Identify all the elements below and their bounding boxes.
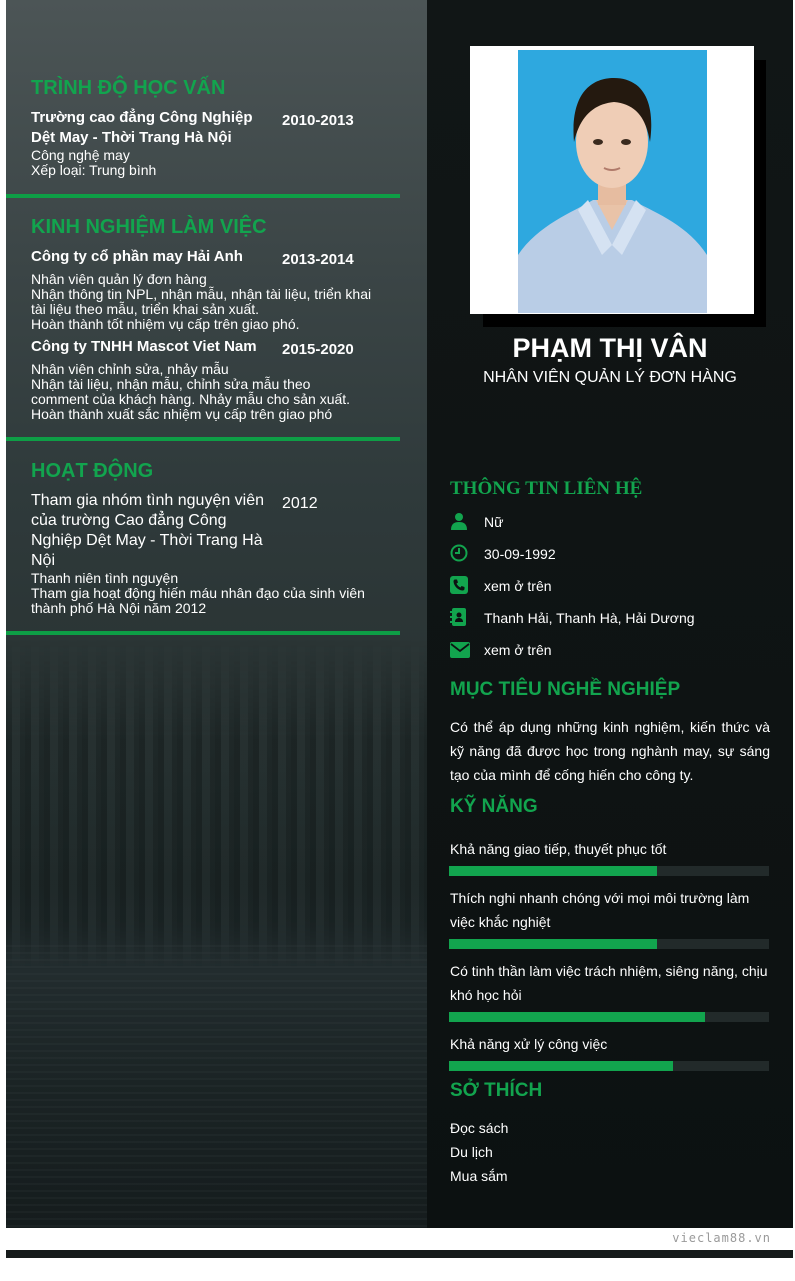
experience-title: KINH NGHIỆM LÀM VIỆC xyxy=(31,216,267,238)
skill-label: Thích nghi nhanh chóng với mọi môi trường làm việc khắc nghiệt xyxy=(450,890,750,930)
footer-bar xyxy=(6,1250,793,1258)
activity-detail: Tham gia hoạt động hiến máu nhân đạo của sinh viên xyxy=(31,585,365,601)
job-detail: Nhân viên quản lý đơn hàng xyxy=(31,271,207,287)
portrait-illustration xyxy=(518,50,707,313)
candidate-job-title: NHÂN VIÊN QUẢN LÝ ĐƠN HÀNG xyxy=(483,369,737,386)
activities-title: HOẠT ĐỘNG xyxy=(31,460,154,482)
skill-label: Có tinh thần làm việc trách nhiệm, siêng năng, chịu khó học hỏi xyxy=(450,963,768,1003)
job-years: 2013-2014 xyxy=(282,251,354,268)
education-grade: Xếp loại: Trung bình xyxy=(31,162,157,178)
education-years: 2010-2013 xyxy=(282,112,354,129)
phone-icon xyxy=(450,576,468,594)
hobby-item: Mua sắm xyxy=(450,1168,508,1184)
skill-bar xyxy=(449,939,769,949)
job-company: Công ty cổ phần may Hải Anh xyxy=(31,248,243,265)
skill-bar-fill xyxy=(449,866,657,876)
skill-bar xyxy=(449,866,769,876)
job-detail: Nhận tài liệu, nhận mẫu, chỉnh sửa mẫu theo xyxy=(31,376,311,392)
hobby-item: Đọc sách xyxy=(450,1120,509,1136)
hobby-item: Du lịch xyxy=(450,1144,493,1160)
profile-photo xyxy=(518,50,707,313)
section-divider xyxy=(6,631,400,635)
activity-year: 2012 xyxy=(282,495,318,512)
job-detail: Hoàn thành tốt nhiệm vụ cấp trên giao phó. xyxy=(31,316,300,332)
job-detail: tài liệu theo mẫu, triển khai sản xuất. xyxy=(31,301,260,317)
job-detail: Hoàn thành xuất sắc nhiệm vụ cấp trên giao phó xyxy=(31,406,333,422)
activity-detail: thành phố Hà Nội năm 2012 xyxy=(31,600,207,616)
skills-title: KỸ NĂNG xyxy=(450,796,538,817)
profile-photo-frame xyxy=(470,46,754,314)
contact-phone: xem ở trên xyxy=(484,578,552,594)
job-detail: Nhận thông tin NPL, nhận mẫu, nhận tài liệu, triển khai xyxy=(31,286,372,302)
objective-text: Có thể áp dụng những kinh nghiệm, kiến thức và kỹ năng đã được học trong nghành may, sự sáng tạo của mình để cống hiến cho công ty. xyxy=(450,719,770,783)
activity-detail: Thanh niên tình nguyện xyxy=(31,570,179,586)
skill-bar xyxy=(449,1061,769,1071)
contact-birthdate: 30-09-1992 xyxy=(484,546,556,562)
school-name-line2: Dệt May - Thời Trang Hà Nội xyxy=(31,129,232,146)
job-detail: Nhân viên chỉnh sửa, nhảy mẫu xyxy=(31,361,229,377)
hobbies-title: SỞ THÍCH xyxy=(450,1080,543,1101)
envelope-icon xyxy=(450,641,470,659)
contact-gender: Nữ xyxy=(484,514,504,530)
contact-email: xem ở trên xyxy=(484,642,552,658)
skill-bar xyxy=(449,1012,769,1022)
skill-label: Khả năng xử lý công việc xyxy=(450,1036,608,1052)
objective-title: MỤC TIÊU NGHỀ NGHIỆP xyxy=(450,679,681,700)
activity-description: Tham gia nhóm tình nguyện viên của trường Cao đẳng Công Nghiệp Dệt May - Thời Trang Hà Nội xyxy=(31,492,265,569)
contact-title: THÔNG TIN LIÊN HỆ xyxy=(450,478,643,499)
candidate-name: PHẠM THỊ VÂN xyxy=(512,333,708,363)
education-title: TRÌNH ĐỘ HỌC VẤN xyxy=(31,77,226,99)
address-book-icon xyxy=(450,608,468,626)
skill-bar-fill xyxy=(449,1061,673,1071)
section-divider xyxy=(6,194,400,198)
job-detail: comment của khách hàng. Nhảy mẫu cho sản xuất. xyxy=(31,391,351,407)
clock-icon xyxy=(450,544,468,562)
education-major: Công nghệ may xyxy=(31,147,130,163)
contact-address: Thanh Hải, Thanh Hà, Hải Dương xyxy=(484,610,695,626)
job-company: Công ty TNHH Mascot Viet Nam xyxy=(31,338,257,355)
section-divider xyxy=(6,437,400,441)
skill-bar-fill xyxy=(449,1012,705,1022)
watermark: vieclam88.vn xyxy=(672,1231,771,1245)
school-name-line1: Trường cao đẳng Công Nghiệp xyxy=(31,109,253,126)
job-years: 2015-2020 xyxy=(282,341,354,358)
skill-bar-fill xyxy=(449,939,657,949)
skill-label: Khả năng giao tiếp, thuyết phục tốt xyxy=(450,841,667,857)
user-icon xyxy=(450,512,468,530)
